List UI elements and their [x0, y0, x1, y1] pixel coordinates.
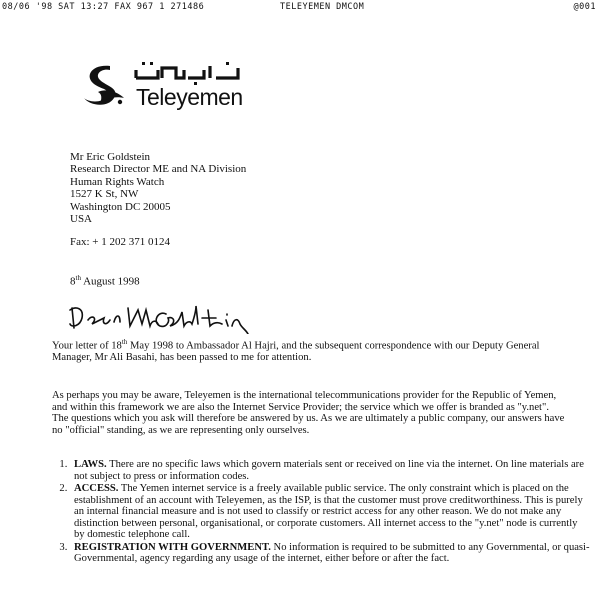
salutation-handwriting-icon	[66, 300, 256, 334]
intro-part2: May 1998 to Ambassador Al Hajri, and the subsequent correspondence with our Deputy General Manager, Mr Ali Basahi, has been passed to me for attention.	[52, 340, 540, 364]
recipient-title: Research Director ME and NA Division	[70, 163, 247, 176]
recipient-city: Washington DC 20005	[70, 200, 171, 213]
recipient-country: USA	[70, 213, 93, 226]
list-item	[70, 459, 590, 482]
list-item	[70, 542, 590, 565]
numbered-points	[52, 459, 590, 566]
fax-transmission-header	[2, 2, 596, 14]
fax-header-left: 08/06 '98 SAT 13:27 FAX 967 1 271486	[2, 2, 205, 12]
letter-date	[70, 274, 140, 288]
recipient-fax-number: Fax: + 1 202 371 0124	[70, 236, 171, 248]
intro-sup: th	[121, 338, 128, 346]
handwritten-salutation	[66, 300, 256, 339]
item-heading: ACCESS.	[74, 483, 119, 494]
list-item	[70, 483, 590, 541]
date-day: 8	[70, 275, 76, 288]
item-text: The Yemen internet service is a freely available public service. The only constraint which is placed on the establishment of an account with Teleyemen, as the ISP, is that the customer must prove creditworthiness. This is purely an internal financial measure and is not used to classify or restrict access for any other reason. We do not make any distinction between personal, organisational, or corporate customers. All internet access to the "y.net" node is currently by domestic telephone call.	[74, 483, 583, 540]
body-paragraph: As perhaps you may be aware, Teleyemen is the international telecommunications provider for the Republic of Yemen, and within this framework we are also the Internet Service Provider; the service which we offer is branded as "y.net". The questions which you ask will therefore be answered by us. As we are ultimately a public company, our answers have no "official" standing, as we are representing only ourselves.	[52, 390, 565, 436]
brand-name: Teleyemen	[136, 84, 243, 110]
intro-paragraph	[52, 337, 567, 364]
recipient-organization: Human Rights Watch	[70, 175, 165, 188]
recipient-name: Mr Eric Goldstein	[70, 151, 151, 163]
fax-header-center: TELEYEMEN DMCOM	[280, 2, 365, 12]
date-rest: August 1998	[80, 275, 140, 288]
item-text: No information is required to be submitted to any Governmental, or quasi-Governmental, agency regarding any usage of the internet, either before or after the fact.	[74, 541, 590, 564]
intro-part1: Your letter of 18	[52, 340, 122, 352]
recipient-street: 1527 K St, NW	[70, 188, 139, 201]
fax-header-right: @001	[573, 2, 596, 12]
item-heading: LAWS.	[74, 459, 107, 470]
item-text: There are no specific laws which govern materials sent or received on line via the internet. On line materials are not subject to press or information codes.	[74, 459, 584, 482]
date-suffix: th	[75, 274, 81, 282]
teleyemen-logo	[80, 58, 280, 110]
item-heading: REGISTRATION WITH GOVERNMENT.	[74, 541, 271, 553]
recipient-address-block	[70, 151, 246, 225]
